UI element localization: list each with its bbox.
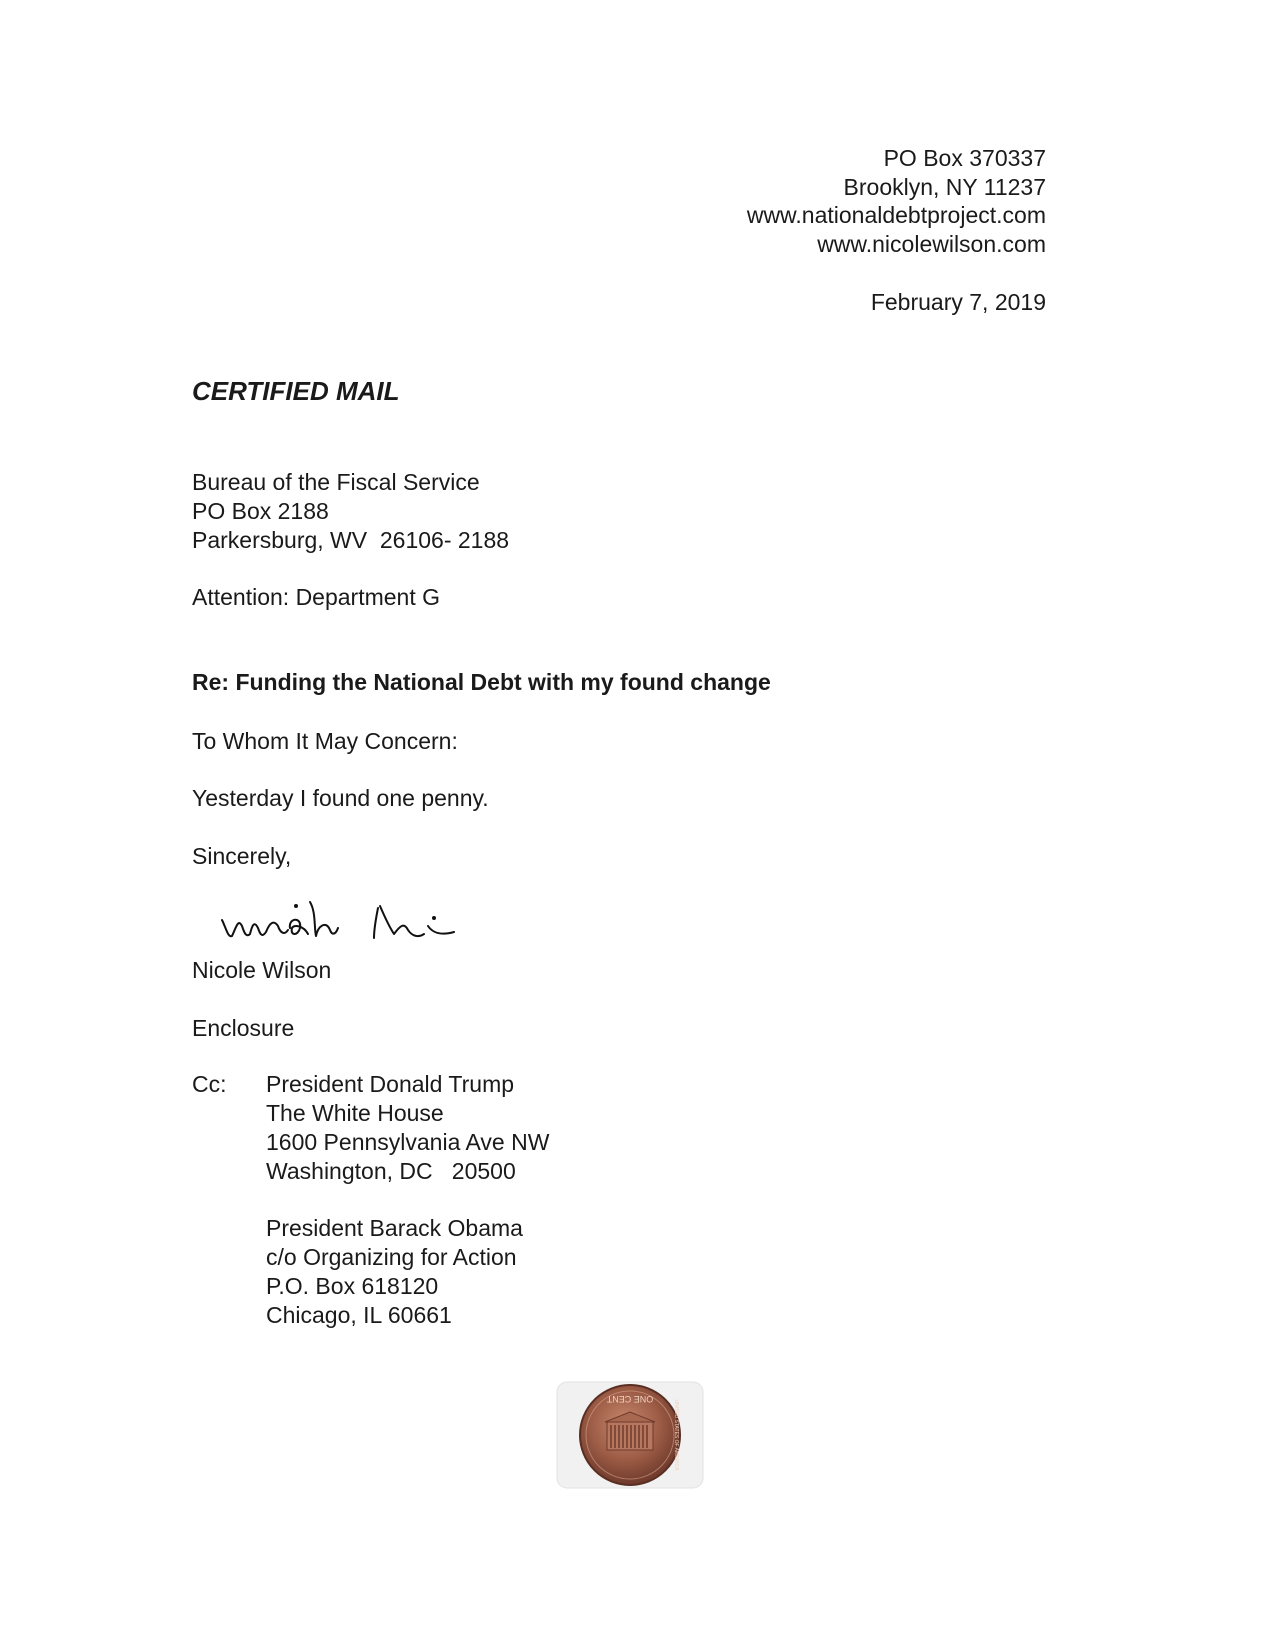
closing: Sincerely,	[192, 843, 292, 869]
recipient-line1: Bureau of the Fiscal Service	[192, 469, 480, 495]
subject-line: Re: Funding the National Debt with my found change	[192, 669, 771, 695]
certified-mail-label: CERTIFIED MAIL	[192, 376, 400, 406]
cc-label: Cc:	[192, 1071, 227, 1097]
recipient-line3: Parkersburg, WV 26106- 2188	[192, 527, 510, 553]
sender-website-1: www.nationaldebtproject.com	[746, 202, 1046, 228]
penny-one-cent-text: ONE CENT	[606, 1394, 654, 1404]
letter-body: Yesterday I found one penny.	[192, 785, 489, 811]
signer-name: Nicole Wilson	[192, 957, 332, 983]
attention-line: Attention: Department G	[192, 584, 441, 610]
cc-recipient1-line1: President Donald Trump	[266, 1071, 515, 1097]
cc-recipient2-line4: Chicago, IL 60661	[266, 1302, 452, 1328]
penny-side-text: UNITED STATES OF AMERICA	[673, 1399, 679, 1471]
penny-coin-image	[555, 1380, 705, 1490]
cc-recipient1-line4: Washington, DC 20500	[266, 1158, 516, 1184]
recipient-line2: PO Box 2188	[192, 498, 329, 524]
letter-date: February 7, 2019	[870, 289, 1046, 315]
cc-recipient1-line2: The White House	[266, 1100, 444, 1126]
sender-address-line1: PO Box 370337	[883, 145, 1046, 171]
salutation: To Whom It May Concern:	[192, 728, 458, 754]
sender-address-line2: Brooklyn, NY 11237	[843, 174, 1046, 200]
sender-website-2: www.nicolewilson.com	[817, 231, 1046, 257]
cc-recipient2-line1: President Barack Obama	[266, 1215, 523, 1241]
cc-recipient1-line3: 1600 Pennsylvania Ave NW	[266, 1129, 550, 1155]
handwritten-signature	[218, 898, 478, 948]
enclosure-note: Enclosure	[192, 1015, 295, 1041]
cc-recipient2-line2: c/o Organizing for Action	[266, 1244, 517, 1270]
cc-recipient2-line3: P.O. Box 618120	[266, 1273, 439, 1299]
